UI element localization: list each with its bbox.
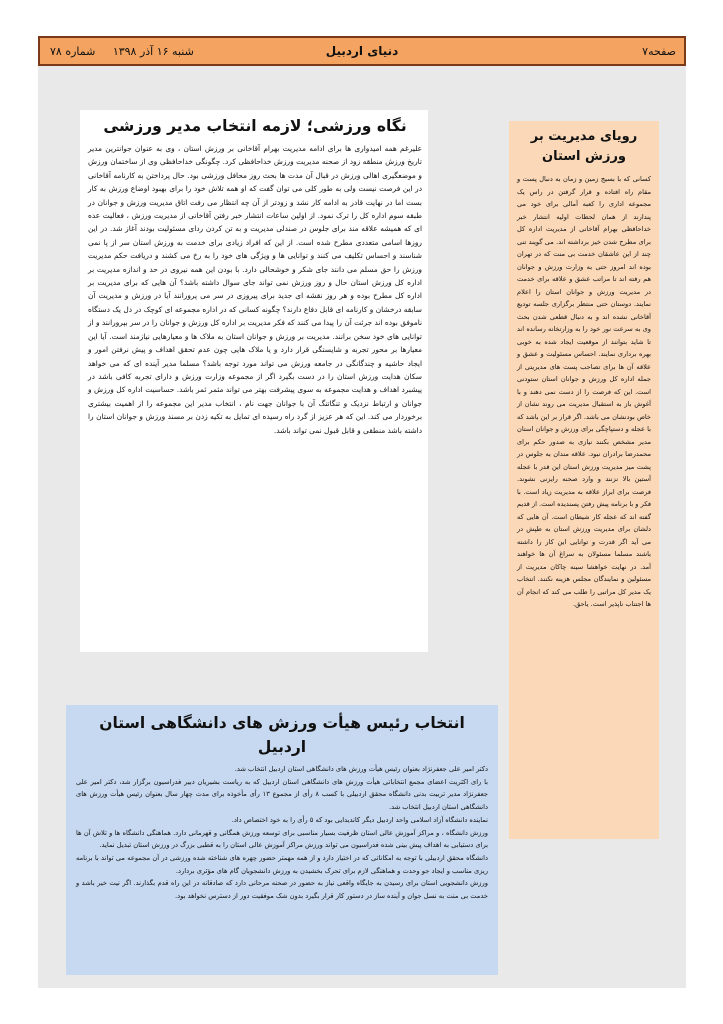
issue-info bbox=[50, 45, 208, 58]
article-sports-view bbox=[80, 110, 428, 652]
article-paragraph: ورزش دانشجویی استان برای رسیدن به جایگاه واقعی نیاز به حضور در صحنه مرحانی دارد که صادقانه در این راه قدم بگذارند. اگر نیت خیر باشد و خدمت بی منت به نسل جوان و آینده ساز در دستور کار قرار بگیرد بدون شک موفقیت دور از دسترس نخواهد بود. bbox=[76, 879, 488, 901]
article-title: نگاه ورزشی؛ لازمه انتخاب مدیر ورزشی bbox=[103, 117, 407, 135]
sidebar-column bbox=[509, 121, 659, 839]
sidebar-title: رویای مدیریت بر ورزش استان bbox=[530, 129, 638, 164]
article-paragraph: نماینده دانشگاه آزاد اسلامی واحد اردبیل دیگر کاندیدایی بود که ۵ رأی را به خود اختصاص داد. bbox=[231, 815, 488, 824]
page-header bbox=[38, 36, 686, 66]
article-paragraph: دکتر امیر علی جعفرنژاد بعنوان رئیس هیأت ورزش های دانشگاهی استان اردبیل انتخاب شد. bbox=[234, 765, 488, 773]
article-paragraph: ورزش دانشگاه ، و مراکز آموزش عالی استان ظرفیت بسیار مناسبی برای توسعه ورزش همگانی و قهرمانی دارد. هماهنگی دانشگاه ها و تلاش آن ها برای دستیابی به اهداف پیش بینی شده فدراسیون می تواند ورزش مراکز آموزش عالی استان را به قطبی بزرگ در ورزش استان تبدیل نماید. bbox=[76, 828, 488, 850]
article-body: علیرغم همه امیدواری ها برای ادامه مدیریت بهرام آقاخانی بر ورزش استان ، وی به عنوان جوانترین مدیر تاریخ ورزش منطقه زود از صحنه مدیریت ورزش خداحافظی کرد. چگونگی خداحافظی وی از ساختمان ورزش و موضعگیری اهالی ورزش در قبال آن مدت ها بحث روز محافل ورزشی بود. حال پرداختن به کارنامه آقاخانی در این فرصت نیست ولی به طور کلی می توان گفت که او همه تلاش خود را برای بهبود اوضاع ورزش به کار بست اما در نهایت قادر به ادامه کار نشد و زودتر از آن چه انتظار می رفت اتاق مدیریت ورزش و جوانان در طبقه سوم اداره کل را ترک نمود. از اولین ساعات انتشار خبر رفتن آقاخانی از مدیریت ورزش ، فعالیت عده ای که همیشه علاقه مند برای جلوس در صندلی مدیریت و به تن کردن ردای مسئولیت بودند آغاز شد. در این روزها اسامی متعددی مطرح شده است. از این که افراد زیادی برای خدمت به ورزش استان سر از پا نمی شناسند و احساس تکلیف می کنند و توانایی ها و ویژگی های خود را به رخ می کشند و دریافت حکم مدیریت ورزش را حق مسلم می دانند جای شکر و خوشحالی دارد. با بودن این همه نیروی در حد و اندازه مدیریت بر اداره کل ورزش استان حال و روز ورزش نمی تواند جای سوال داشته باشد؟ آن هایی که برای مدیریت بر اداره کل مطرح بوده و هر روز نقشه ای جدید برای پیروزی در سر می پرورانند آیا در ورزش و مدیریت آن سابقه درخشان و کارنامه ای قابل دفاع دارند؟ چگونه کسانی که در اداره مجموعه ای کوچک در دل یک دستگاه ناموفق بوده اند جرئت آن را پیدا می کنند که فکر مدیریت بر اداره کل ورزش و جوانان را در سر بپرورانند و از توانایی های خود سخن برانند. مدیریت بر ورزش و جوانان استان به ملاک ها و معیارهایی نیازمند است. آیا این معیارها بر محور تجربه و شایستگی قرار دارد و یا ملاک هایی چون عدم تحقق اهداف و پیش نرفتن امور و ایجاد حاشیه و چندگانگی در جامعه ورزش می تواند مورد توجه باشد؟ مسلما مدیر آینده ای که می خواهد سکان هدایت ورزش استان را در دست بگیرد اگر از مجموعه وزارت ورزش و دارای تجربه کافی باشد در پیشبرد اهداف و هدایت مجموعه به سوی پیشرفت بهتر می تواند مثمر ثمر باشد. حساسیت اداره کل ورزش و جوانان و ارتباط نزدیک و تنگاتنگ آن با جوانان جهت نام ، انتخاب مدیر این مجموعه را از اهمیت بیشتری برخوردار می کند. این که هر عزیز از گرد راه رسیده ای تمایل به تکیه زدن بر مسند ورزش و جوانان استان را داشته باشد منطقی و قابل قبول نمی تواند باشد. bbox=[88, 144, 422, 435]
article-paragraph: با رای اکثریت اعضای مجمع انتخاباتی هیأت ورزش های دانشگاهی استان اردبیل که به ریاست بشیریان دبیر فدراسیون برگزار شد، دکتر امیر علی جعفرنژاد مدیر تربیت بدنی دانشگاه محقق اردبیلی با کسب ۸ رأی از مجموع ۱۳ رأی مأخوذه برای مدت چهار سال بعنوان رئیس هیأت ورزش های دانشگاهی استان اردبیل انتخاب شد. bbox=[76, 777, 489, 812]
issue-date: شنبه ۱۶ آذر ۱۳۹۸ bbox=[112, 45, 194, 58]
newspaper-title: دنیای اردبیل bbox=[325, 44, 399, 58]
article-university-sports bbox=[66, 705, 498, 975]
article-title: انتخاب رئیس هیأت ورزش های دانشگاهی استان اردبیل bbox=[99, 714, 465, 756]
issue-number: شماره ۷۸ bbox=[50, 45, 96, 58]
article-paragraph: دانشگاه محقق اردبیلی با توجه به امکاناتی که در اختیار دارد و از همه مهمتر حضور چهره های شناخته شده ورزشی در آن مجموعه می تواند با برنامه ریزی مناسب و ایجاد جو وحدت و هماهنگی لازم برای تحرک بخشیدن به ورزش دانشجویان گام های مؤثری بردارد. bbox=[76, 853, 488, 875]
page-number: صفحه۷ bbox=[642, 45, 676, 58]
sidebar-body: کسانی که با بسیج زمین و زمان به دنبال پست و مقام راه افتاده و قرار گرفتن در راس یک مجموعه اداری را کعبه آمالی برای خود می پندارند از همان لحظات اولیه انتشار خبر خداحافظی بهرام آقاخانی از مدیریت اداره کل برای مطرح شدن خیز برداشته اند. می گویند تنی چند از این عاشقان خدمت بی منت که در تهران بوده اند امروز حتی به وزارت ورزش و جوانان هم رفته اند تا مراتب عشق و علاقه برای خدمت در مدیریت ورزش و جوانان استان را اعلام نمایند. دوستان حتی منتظر برگزاری جلسه تودیع آقاخانی نشده اند و به دنبال قطعی شدن بحث وی به سرعت نور خود را به وزارتخانه رسانده اند تا شاید بتوانند از موقعیت ایجاد شده به خوبی بهره برداری نمایند. احساس مسئولیت و عشق و علاقه آن ها برای تصاحب پست های مدیریتی از جمله اداره کل ورزش و جوانان استان ستودنی است. این که فرصت را از دست نمی دهند و با آغوش باز به استقبال مدیریت می روند نشان از خاص بودنشان می باشد. اگر قرار بر این باشد که با عجله و دستپاچگی برای ورزش و جوانان استان مدیر مشخص بکنند نیازی به صدور حکم برای محمدرضا برادران نبود. علاقه مندان به جلوس در پشت میز مدیریت ورزش استان این قدر با عجله آستین بالا نزنند و وارد صحنه رایزنی نشوند. فرصت برای ابراز علاقه به مدیریت زیاد است. با فکر و با برنامه پیش رفتن پسندیده است. از قدیم گفته اند که عجله کار شیطان است. آن هایی که دلشان برای مدیریت ورزش استان به طپش در می آید اگر قدرت و توانایی این کار را داشته باشند مسلما مسئولان به سراغ آن ها خواهند آمد. در نهایت خواهشا سینه چاکان مدیریت از مسئولین و نمایندگان مجلس هزینه نکنند. انتخاب یک مدیر کل مراتبی را طلب می کند که انجام آن ها اجتناب ناپذیر است. یاحق. bbox=[517, 175, 651, 608]
